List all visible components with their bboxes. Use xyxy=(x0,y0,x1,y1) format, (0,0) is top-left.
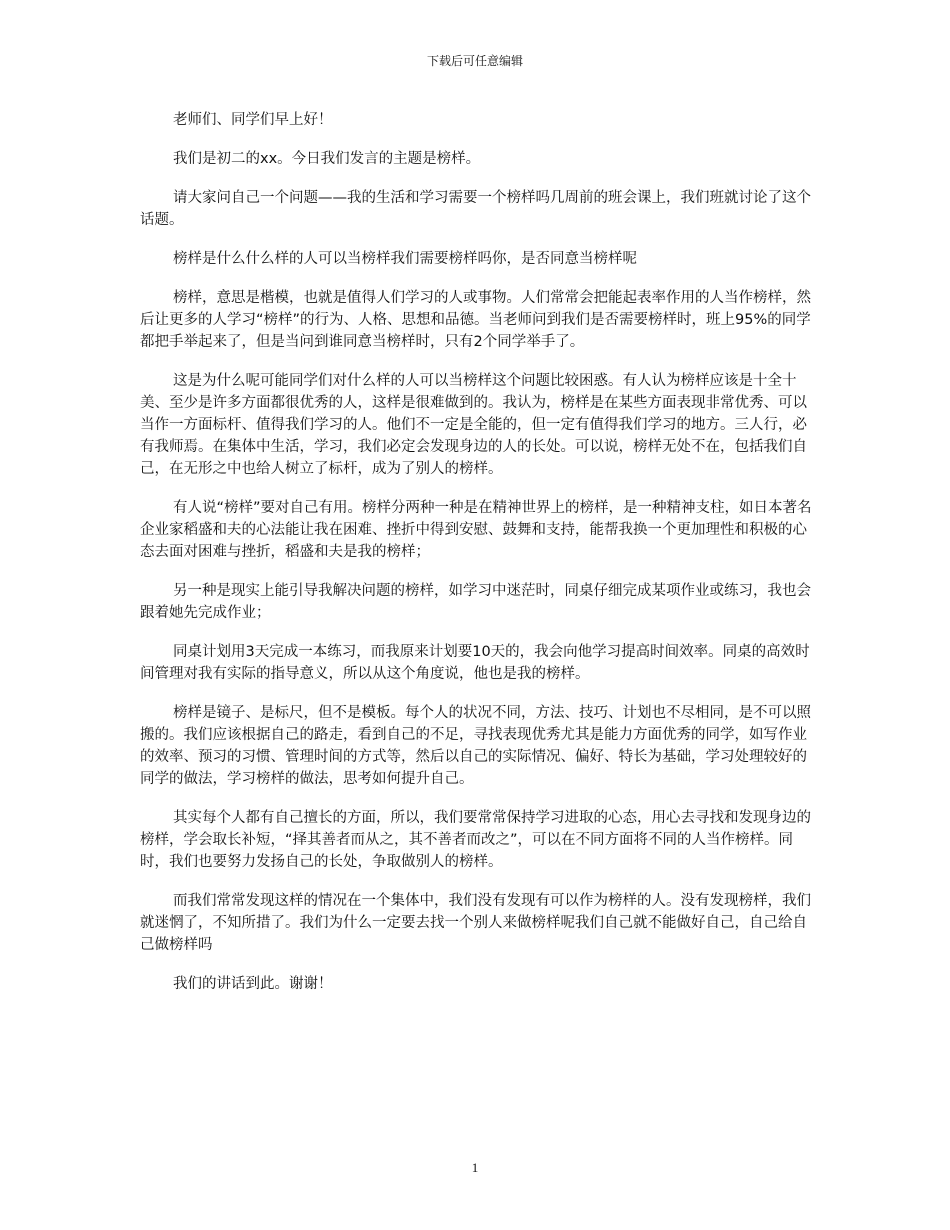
page-header: 下载后可任意编辑 xyxy=(426,54,523,68)
paragraph-definition: 榜样，意思是楷模，也就是值得人们学习的人或事物。人们常常会把能起表率作用的人当作榜样，然后让更多的人学习“榜样”的行为、人格、思想和品德。当老师问到我们是否需要榜样时，班上95%的同学都把手举起来了，但是当问到谁同意当榜样时，只有2个同学举手了。 xyxy=(140,290,811,350)
paragraph-spiritual-role-model: 有人说“榜样”要对自己有用。榜样分两种一种是在精神世界上的榜样，是一种精神支柱，如日本著名企业家稻盛和夫的心法能让我在困难、挫折中得到安慰、鼓舞和支持，能帮我换一个更加理性和积极的心态去面对困难与挫折，稻盛和夫是我的榜样； xyxy=(140,500,812,560)
paragraph-closing: 我们的讲话到此。谢谢！ xyxy=(173,976,333,992)
paragraph-deskmate-example: 同桌计划用3天完成一本练习，而我原来计划要10天的，我会向他学习提高时间效率。同桌的高效时间管理对我有实际的指导意义，所以从这个角度说，他也是我的榜样。 xyxy=(140,644,810,682)
paragraph-practical-role-model: 另一种是现实上能引导我解决问题的榜样，如学习中迷茫时，同桌仔细完成某项作业或练习，我也会跟着她先完成作业； xyxy=(140,583,811,621)
paragraph-mirror-not-template: 榜样是镜子、是标尺，但不是模板。每个人的状况不同，方法、技巧、计划也不尽相同，是不可以照搬的。我们应该根据自己的路走，看到自己的不足，寻找表现优秀尤其是能力方面优秀的同学，如写作业的效率、预习的习惯、管理时间的方式等，然后以自己的实际情况、偏好、特长为基础，学习处理较好的同学的做法，学习榜样的做法，思考如何提升自己。 xyxy=(140,705,811,787)
paragraph-question: 请大家问自己一个问题——我的生活和学习需要一个榜样吗几周前的班会课上，我们班就讨论了这个话题。 xyxy=(140,190,811,228)
paragraph-introduction: 我们是初二的xx。今日我们发言的主题是榜样。 xyxy=(173,151,481,167)
paragraph-why: 这是为什么呢可能同学们对什么样的人可以当榜样这个问题比较困惑。有人认为榜样应该是十全十美、至少是许多方面都很优秀的人，这样是很难做到的。我认为，榜样是在某些方面表现非常优秀、可以当作一方面标杆、值得我们学习的人。他们不一定是全能的，但一定有值得我们学习的地方。三人行，必有我师焉。在集体中生活，学习，我们必定会发现身边的人的长处。可以说，榜样无处不在，包括我们自己，在无形之中也给人树立了标杆，成为了别人的榜样。 xyxy=(140,373,807,477)
paragraph-topic-question: 榜样是什么什么样的人可以当榜样我们需要榜样吗你，是否同意当榜样呢 xyxy=(173,251,637,267)
paragraph-self-role-model: 而我们常常发现这样的情况在一个集体中，我们没有发现有可以作为榜样的人。没有发现榜样，我们就迷惘了，不知所措了。我们为什么一定要去找一个别人来做榜样呢我们自己就不能做好自己，自己给自己做榜样吗 xyxy=(140,893,811,953)
paragraph-strengths: 其实每个人都有自己擅长的方面，所以，我们要常常保持学习进取的心态，用心去寻找和发现身边的榜样，学会取长补短，“择其善者而从之，其不善者而改之”，可以在不同方面将不同的人当作榜样。同时，我们也要努力发扬自己的长处，争取做别人的榜样。 xyxy=(140,810,811,870)
paragraph-greeting: 老师们、同学们早上好！ xyxy=(173,112,333,128)
page-number: 1 xyxy=(471,1160,479,1175)
document-body xyxy=(140,109,814,1012)
